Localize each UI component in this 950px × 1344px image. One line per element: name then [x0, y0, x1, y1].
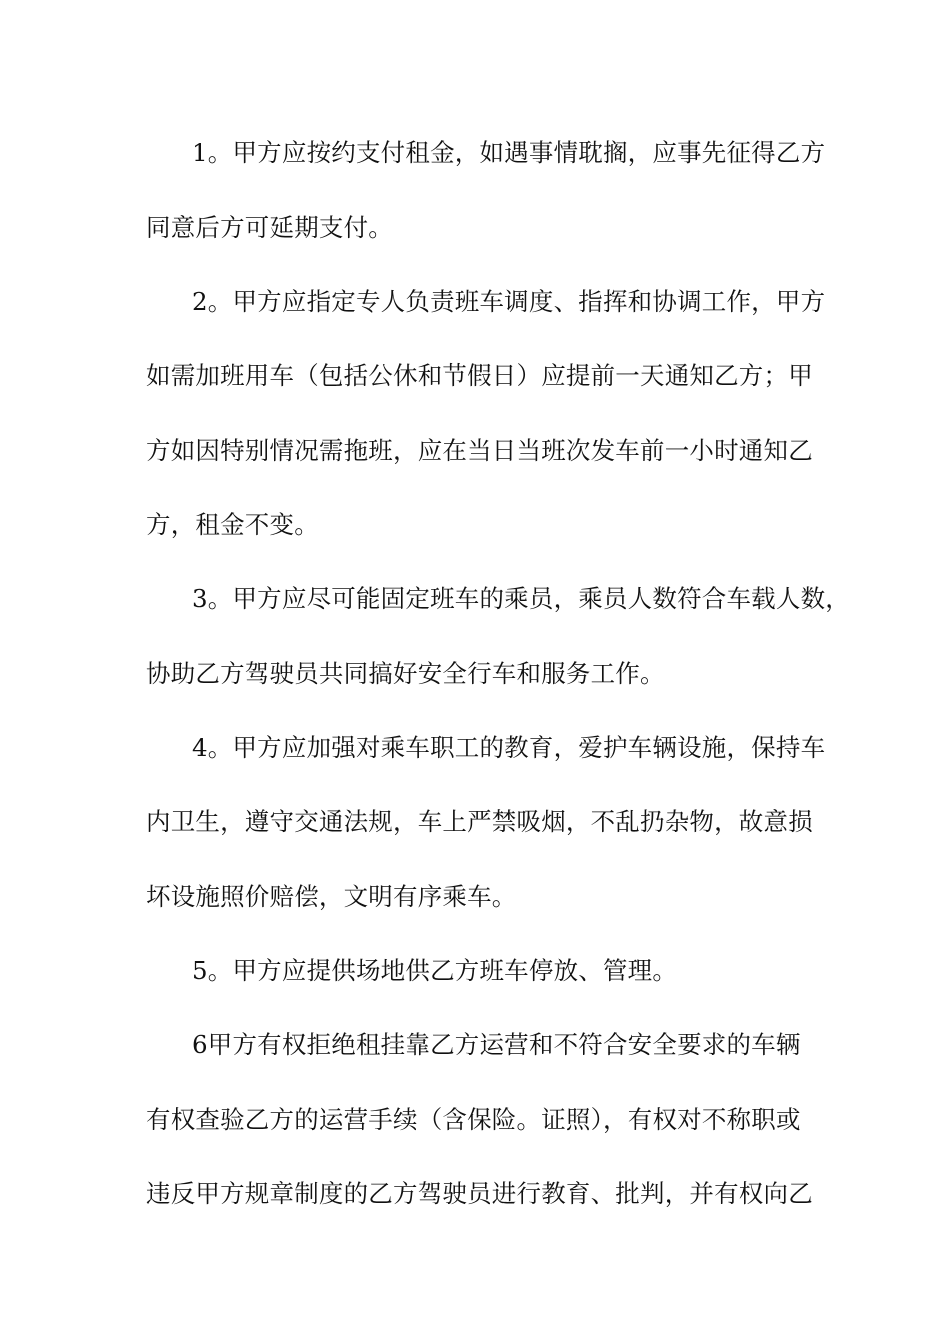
clause-2-line-2: 如需加班用车（包括公休和节假日）应提前一天通知乙方；甲 — [146, 361, 813, 390]
clause-2-line-1: 2。甲方应指定专人负责班车调度、指挥和协调工作，甲方 — [192, 287, 826, 316]
clause-2-line-3: 方如因特别情况需拖班，应在当日当班次发车前一小时通知乙 — [146, 436, 813, 465]
clause-6-line-3: 违反甲方规章制度的乙方驾驶员进行教育、批判，并有权向乙 — [146, 1179, 813, 1208]
clause-2-line-4: 方，租金不变。 — [146, 510, 319, 539]
clause-1-line-2: 同意后方可延期支付。 — [146, 213, 393, 242]
clause-6-line-2: 有权查验乙方的运营手续（含保险。证照），有权对不称职或 — [146, 1105, 801, 1134]
clause-3-line-1: 3。甲方应尽可能固定班车的乘员，乘员人数符合车载人数， — [192, 584, 850, 613]
clause-4-line-2: 内卫生，遵守交通法规，车上严禁吸烟，不乱扔杂物，故意损 — [146, 807, 813, 836]
clause-6-line-1: 6甲方有权拒绝租挂靠乙方运营和不符合安全要求的车辆 — [192, 1030, 801, 1059]
clause-3-line-2: 协助乙方驾驶员共同搞好安全行车和服务工作。 — [146, 659, 665, 688]
clause-4-line-3: 坏设施照价赔偿，文明有序乘车。 — [146, 882, 517, 911]
clause-5-line-1: 5。甲方应提供场地供乙方班车停放、管理。 — [192, 956, 678, 985]
clause-1-line-1: 1。甲方应按约支付租金，如遇事情耽搁，应事先征得乙方 — [192, 138, 826, 167]
clause-4-line-1: 4。甲方应加强对乘车职工的教育，爱护车辆设施，保持车 — [192, 733, 826, 762]
